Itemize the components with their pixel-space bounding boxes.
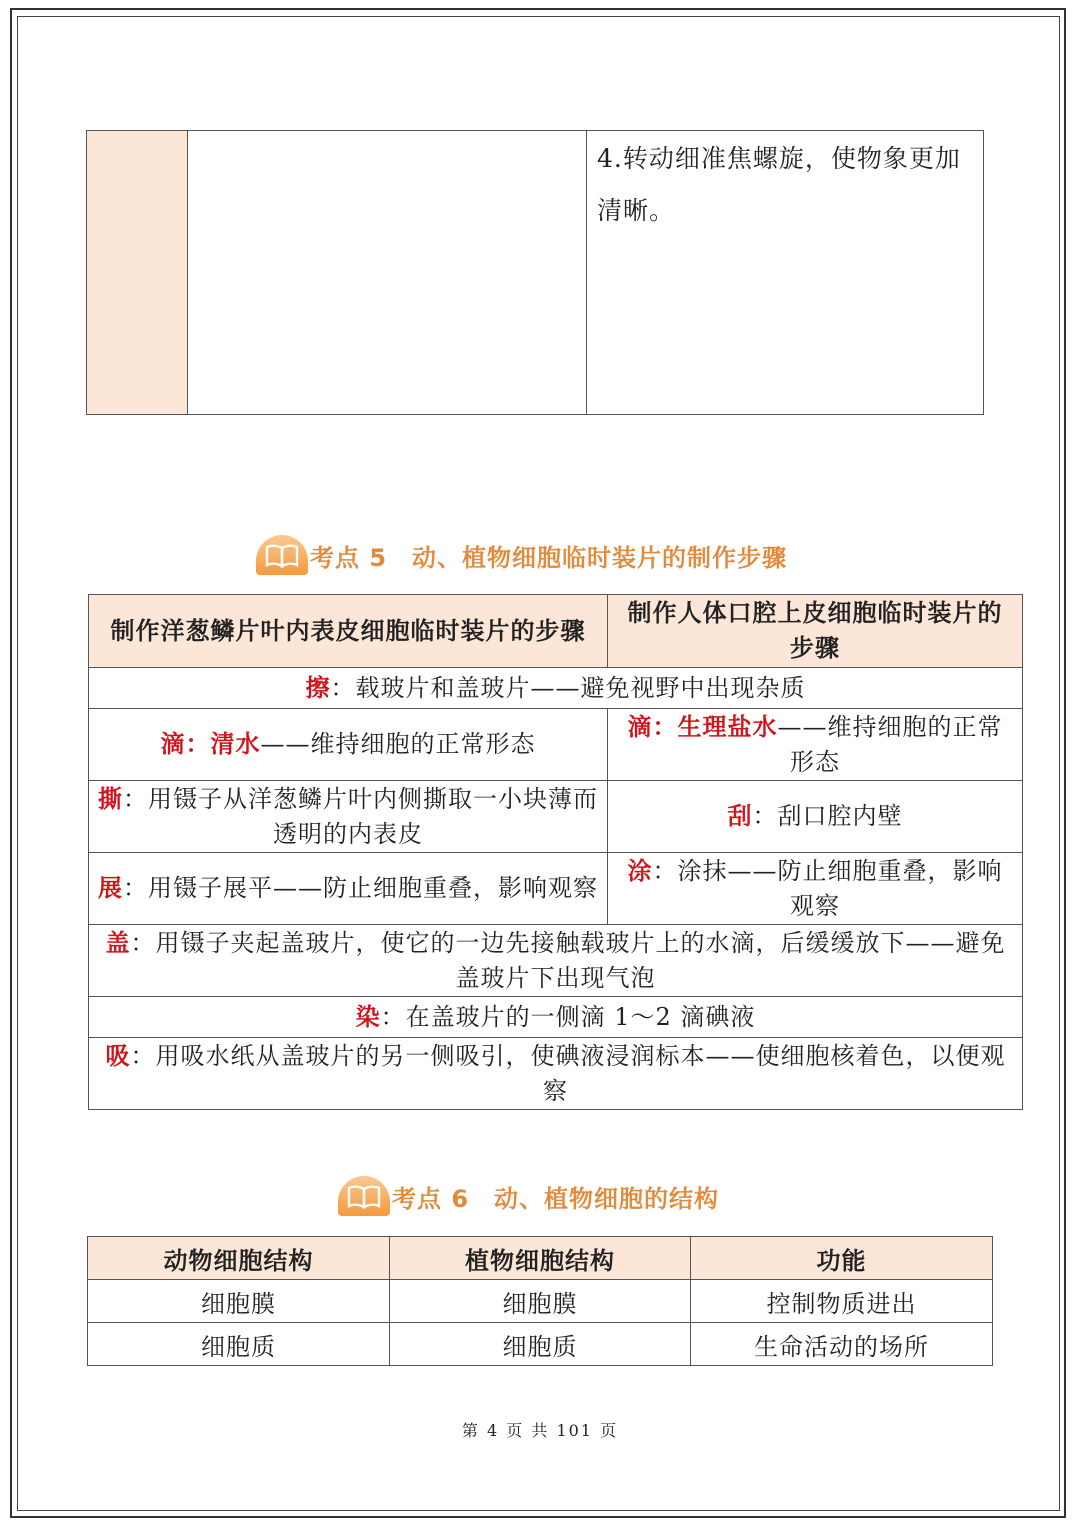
row-si: 撕：用镊子从洋葱鳞片叶内侧撕取一小块薄而透明的内表皮 bbox=[89, 781, 608, 853]
book-icon bbox=[256, 535, 308, 575]
table-cell: 细胞膜 bbox=[390, 1280, 691, 1323]
section5-heading bbox=[256, 533, 787, 577]
table-row bbox=[88, 1323, 993, 1366]
book-icon bbox=[338, 1176, 390, 1216]
table-header-row bbox=[88, 1237, 993, 1280]
row-di-right: 滴：生理盐水——维持细胞的正常形态 bbox=[608, 709, 1023, 781]
table-row bbox=[89, 668, 1023, 709]
table-row bbox=[89, 925, 1023, 997]
section6-heading bbox=[338, 1174, 719, 1218]
table-row bbox=[88, 1280, 993, 1323]
header-cell-function: 功能 bbox=[691, 1237, 993, 1280]
table-row bbox=[89, 781, 1023, 853]
table-row bbox=[89, 709, 1023, 781]
row-gua: 刮：刮口腔内壁 bbox=[608, 781, 1023, 853]
section5-title: 考点 5 动、植物细胞临时装片的制作步骤 bbox=[310, 543, 788, 572]
header-cell-onion: 制作洋葱鳞片叶内表皮细胞临时装片的步骤 bbox=[89, 595, 608, 668]
continued-table-middle-cell bbox=[188, 131, 587, 414]
section6-title: 考点 6 动、植物细胞的结构 bbox=[392, 1184, 720, 1213]
row-ca: 擦：载玻片和盖玻片——避免视野中出现杂质 bbox=[89, 668, 1023, 709]
step-text: 4.转动细准焦螺旋，使物象更加清晰。 bbox=[597, 144, 961, 225]
table-cell: 细胞质 bbox=[390, 1323, 691, 1366]
row-di-left: 滴：清水——维持细胞的正常形态 bbox=[89, 709, 608, 781]
table-cell: 细胞质 bbox=[88, 1323, 390, 1366]
section6-table bbox=[87, 1236, 993, 1366]
header-cell-animal: 动物细胞结构 bbox=[88, 1237, 390, 1280]
continued-table-step-cell bbox=[587, 131, 983, 416]
row-xi: 吸：用吸水纸从盖玻片的另一侧吸引，使碘液浸润标本——使细胞核着色，以便观察 bbox=[89, 1038, 1023, 1110]
table-cell: 控制物质进出 bbox=[691, 1280, 993, 1323]
page-number: 第 4 页 共 101 页 bbox=[461, 1421, 619, 1440]
continued-table bbox=[86, 130, 984, 415]
table-cell: 生命活动的场所 bbox=[691, 1323, 993, 1366]
header-cell-plant: 植物细胞结构 bbox=[390, 1237, 691, 1280]
row-tu: 涂：涂抹——防止细胞重叠，影响观察 bbox=[608, 853, 1023, 925]
section5-table bbox=[88, 594, 1023, 1110]
header-cell-cheek: 制作人体口腔上皮细胞临时装片的步骤 bbox=[608, 595, 1023, 668]
table-header-row bbox=[89, 595, 1023, 668]
row-ran: 染：在盖玻片的一侧滴 1～2 滴碘液 bbox=[89, 997, 1023, 1038]
table-row bbox=[89, 1038, 1023, 1110]
table-row bbox=[89, 853, 1023, 925]
table-cell: 细胞膜 bbox=[88, 1280, 390, 1323]
continued-table-label-cell bbox=[87, 131, 188, 414]
row-zhan: 展：用镊子展平——防止细胞重叠，影响观察 bbox=[89, 853, 608, 925]
row-gai: 盖：用镊子夹起盖玻片，使它的一边先接触载玻片上的水滴，后缓缓放下——避免盖玻片下出现气泡 bbox=[89, 925, 1023, 997]
table-row bbox=[89, 997, 1023, 1038]
